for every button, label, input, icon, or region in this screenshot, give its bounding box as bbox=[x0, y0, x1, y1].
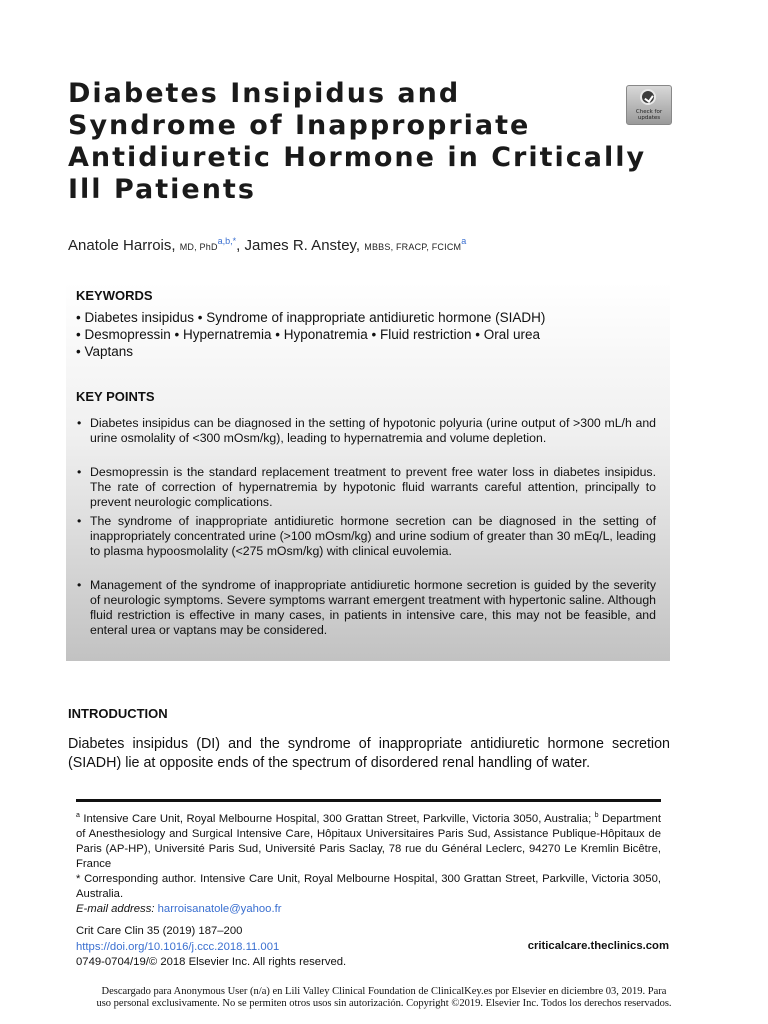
keywords-heading: KEYWORDS bbox=[76, 288, 153, 303]
disclaimer-line: Descargado para Anonymous User (n/a) en Lili Valley Clinical Foundation de ClinicalKey.es por Elsevier en diciembre 03, 2019. Para bbox=[101, 986, 667, 997]
bullet-icon: • bbox=[77, 578, 82, 592]
corresponding-author: * Corresponding author. Intensive Care Unit, Royal Melbourne Hospital, 300 Grattan Street, Parkville, Victoria 3050, Australia. bbox=[76, 872, 661, 900]
bullet-icon: • bbox=[77, 416, 82, 430]
journal-site: criticalcare.theclinics.com bbox=[527, 940, 669, 952]
author-affiliation-marks[interactable]: a,b,* bbox=[217, 236, 237, 246]
key-point-text: Diabetes insipidus can be diagnosed in the setting of hypotonic polyuria (urine output of >300 mL/h and urine osmolality of <300 mOsm/kg), leading to hypernatremia and volume depletion. bbox=[90, 416, 656, 445]
author-separator: , bbox=[236, 237, 241, 254]
keywords-keypoints-box bbox=[66, 282, 670, 661]
badge-text: Check for bbox=[635, 109, 663, 115]
title-line: Syndrome of Inappropriate bbox=[68, 110, 531, 141]
key-point-item bbox=[66, 465, 656, 510]
key-point-text: Desmopressin is the standard replacement treatment to prevent free water loss in diabetes insipidus. The rate of correction of hypernatremia by hypotonic fluid warrants careful attention, principally to prevent neurologic complications. bbox=[90, 465, 656, 509]
copyright-line: 0749-0704/19/© 2018 Elsevier Inc. All rights reserved. bbox=[76, 956, 347, 968]
title-line: Ill Patients bbox=[68, 174, 256, 205]
keyword-line: • Desmopressin • Hypernatremia • Hyponatremia • Fluid restriction • Oral urea bbox=[76, 327, 541, 342]
key-point-item bbox=[66, 416, 656, 446]
author-affiliation-marks[interactable]: a bbox=[461, 236, 467, 246]
key-point-item bbox=[66, 514, 656, 559]
check-for-updates-badge[interactable] bbox=[626, 85, 672, 125]
check-for-updates-icon bbox=[640, 89, 656, 105]
affiliation-text: Intensive Care Unit, Royal Melbourne Hospital, 300 Grattan Street, Parkville, Victoria 3050, Australia; bbox=[79, 812, 595, 825]
introduction-paragraph: Diabetes insipidus (DI) and the syndrome of inappropriate antidiuretic hormone secretion (SIADH) lie at opposite ends of the spectrum of disordered renal handling of water. bbox=[68, 736, 670, 771]
introduction-heading: INTRODUCTION bbox=[68, 706, 168, 721]
article-title bbox=[68, 78, 688, 206]
email-label: E-mail address: bbox=[76, 902, 155, 915]
key-point-text: Management of the syndrome of inappropriate antidiuretic hormone secretion is guided by the severity of neurologic symptoms. Severe symptoms warrant emergent treatment with hypertonic saline. Although fluid restriction is effective in many cases, in patients in intensive care, this may not be feasible, and enteral urea or vaptans may be considered. bbox=[90, 578, 656, 637]
affiliation-mark: a bbox=[76, 812, 80, 819]
disclaimer-line: uso personal exclusivamente. No se permiten otros usos sin autorización. Copyright ©2019. Elsevier Inc. Todos los derechos reservados. bbox=[96, 998, 672, 1009]
badge-text: updates bbox=[637, 115, 661, 121]
key-point-text: The syndrome of inappropriate antidiuretic hormone secretion can be diagnosed in the setting of inappropriately concentrated urine (>100 mOsm/kg) and urine sodium of greater than 30 mEq/L, leading to plasma hypoosmolality (<275 mOsm/kg) with clinical euvolemia. bbox=[90, 514, 656, 558]
email-link[interactable]: harroisanatole@yahoo.fr bbox=[157, 902, 282, 915]
footnotes bbox=[76, 808, 661, 917]
affiliations bbox=[76, 808, 661, 872]
keyword-line: • Vaptans bbox=[76, 344, 134, 359]
email-line bbox=[76, 902, 661, 917]
key-point-item bbox=[66, 578, 656, 638]
author-name: Anatole Harrois, bbox=[68, 237, 176, 254]
author-name: James R. Anstey, bbox=[244, 237, 361, 254]
doi-link[interactable]: https://doi.org/10.1016/j.ccc.2018.11.001 bbox=[76, 940, 280, 953]
bullet-icon: • bbox=[77, 514, 82, 528]
author-line bbox=[68, 236, 466, 254]
affiliation-mark: b bbox=[594, 812, 599, 819]
author-degrees: MBBS, FRACP, FCICM bbox=[364, 242, 462, 252]
author-degrees: MD, PhD bbox=[179, 242, 218, 252]
key-points-heading: KEY POINTS bbox=[76, 389, 155, 404]
footnote-divider bbox=[76, 799, 661, 802]
title-line: Antidiuretic Hormone in Critically bbox=[68, 142, 647, 173]
keyword-line: • Diabetes insipidus • Syndrome of inappropriate antidiuretic hormone (SIADH) bbox=[76, 310, 546, 325]
title-line: Diabetes Insipidus and bbox=[68, 78, 461, 109]
bullet-icon: • bbox=[77, 465, 82, 479]
affiliation-text: Department of Anesthesiology and Surgical Intensive Care, Hôpitaux Universitaires Paris Sud, Assistance Publique-Hôpitaux de Paris (AP-HP), Université Paris Sud, Université Paris Saclay, 78 rue du Général Leclerc, 94270 Le Kremlin Bicêtre, France bbox=[76, 812, 661, 870]
download-disclaimer bbox=[0, 986, 768, 1010]
journal-citation: Crit Care Clin 35 (2019) 187–200 bbox=[76, 925, 243, 937]
